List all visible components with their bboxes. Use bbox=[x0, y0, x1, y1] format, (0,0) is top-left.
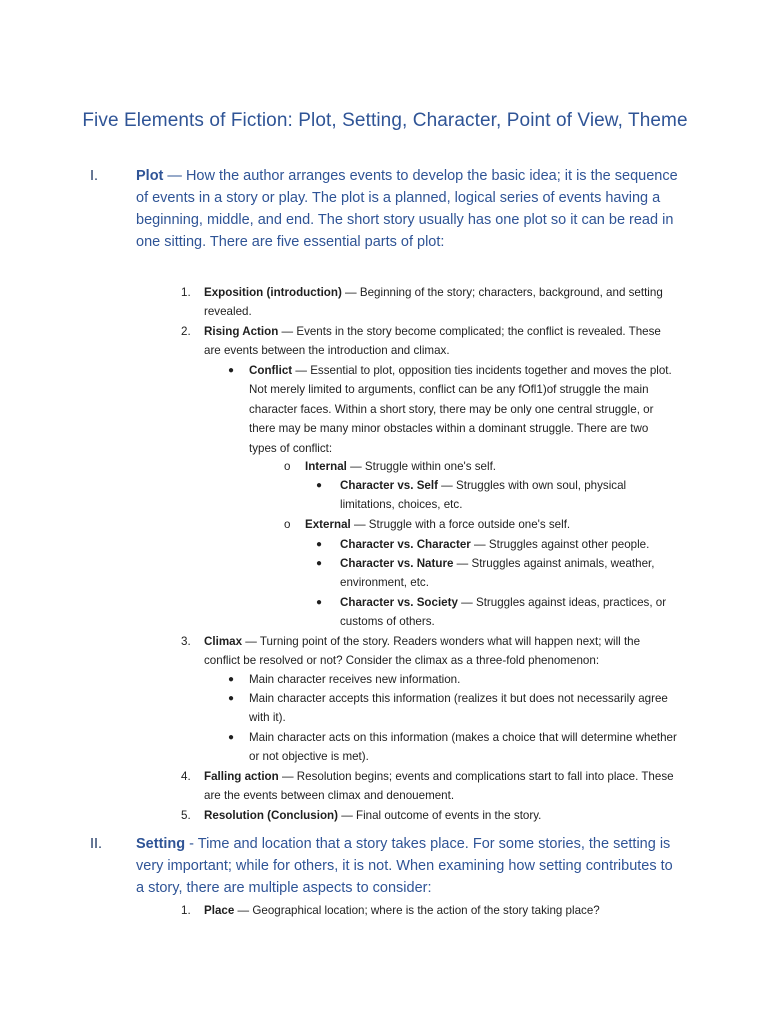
description: Main character accepts this information (realizes it but does not necessarily agree with it). bbox=[249, 692, 668, 725]
bullet-marker: ● bbox=[228, 365, 235, 376]
description: — Struggles against other people. bbox=[470, 538, 650, 551]
bullet-marker: ● bbox=[316, 597, 323, 608]
description: — Geographical location; where is the action of the story taking place? bbox=[234, 904, 600, 917]
term: Character vs. Society bbox=[340, 596, 458, 609]
description: — Events in the story become complicated; the conflict is revealed. These are events between the introduction and climax. bbox=[204, 325, 661, 358]
section-numeral: II. bbox=[90, 836, 103, 852]
bullet-marker: ● bbox=[228, 732, 235, 743]
description: — Beginning of the story; characters, background, and setting revealed. bbox=[204, 286, 663, 319]
bullet-marker: ● bbox=[316, 539, 323, 550]
term: External bbox=[305, 518, 351, 531]
term: Place bbox=[204, 904, 235, 917]
list-number: 2. bbox=[181, 325, 191, 338]
list-number: 1. bbox=[181, 286, 191, 299]
term: Resolution (Conclusion) bbox=[204, 809, 338, 822]
section-paragraph bbox=[136, 165, 681, 253]
section-body: — How the author arranges events to develop the basic idea; it is the sequence of events in a story or play. The plot is a planned, logical series of events having a beginning, middle, and end. The short story usually has one plot so it can be read in one sitting. There are five essential parts of plot: bbox=[136, 168, 678, 250]
section-heading: Plot bbox=[136, 168, 164, 184]
list-number: 4. bbox=[181, 770, 191, 783]
list-number: 1. bbox=[181, 904, 191, 917]
bullet-marker: ● bbox=[228, 693, 235, 704]
bullet-marker: ● bbox=[228, 674, 235, 685]
list-number: 5. bbox=[181, 809, 191, 822]
section-numeral: I. bbox=[90, 168, 99, 184]
description: — Essential to plot, opposition ties incidents together and moves the plot. Not merely limited to arguments, conflict can be any fOfl1)of struggle the main character faces. Within a short story, there may be only one central struggle, or there may be many minor obstacles within a dominant struggle. There are two types of conflict: bbox=[249, 364, 672, 455]
circle-marker: o bbox=[284, 518, 291, 531]
term: Character vs. Self bbox=[340, 479, 438, 492]
description: Main character acts on this information (makes a choice that will determine whether or not objective is met). bbox=[249, 731, 677, 764]
term: Internal bbox=[305, 460, 347, 473]
description: — Resolution begins; events and complications start to fall into place. These are the events between climax and denouement. bbox=[204, 770, 674, 803]
description: — Struggles with own soul, physical limitations, choices, etc. bbox=[340, 479, 627, 512]
description: — Struggle within one's self. bbox=[346, 460, 497, 473]
term: Falling action bbox=[204, 770, 279, 783]
description: Main character receives new information. bbox=[249, 673, 461, 686]
section-heading: Setting bbox=[136, 836, 186, 852]
description: — Struggles against animals, weather, environment, etc. bbox=[340, 557, 655, 590]
term: Exposition (introduction) bbox=[204, 286, 342, 299]
term: Character vs. Character bbox=[340, 538, 471, 551]
description: — Turning point of the story. Readers wonders what will happen next; will the conflict be resolved or not? Consider the climax as a three-fold phenomenon: bbox=[204, 635, 641, 668]
term: Rising Action bbox=[204, 325, 279, 338]
list-number: 3. bbox=[181, 635, 191, 648]
circle-marker: o bbox=[284, 460, 291, 473]
term: Climax bbox=[204, 635, 243, 648]
section-paragraph bbox=[136, 833, 681, 899]
description: — Final outcome of events in the story. bbox=[337, 809, 542, 822]
page-title: Five Elements of Fiction: Plot, Setting, Character, Point of View, Theme bbox=[82, 110, 688, 131]
description: — Struggles against ideas, practices, or customs of others. bbox=[340, 596, 667, 629]
bullet-marker: ● bbox=[316, 558, 323, 569]
description: — Struggle with a force outside one's self. bbox=[350, 518, 571, 531]
bullet-marker: ● bbox=[316, 480, 323, 491]
section-body: - Time and location that a story takes place. For some stories, the setting is very important; while for others, it is not. When examining how setting contributes to a story, there are multiple aspects to consider: bbox=[136, 836, 673, 896]
term: Character vs. Nature bbox=[340, 557, 454, 570]
term: Conflict bbox=[249, 364, 293, 377]
